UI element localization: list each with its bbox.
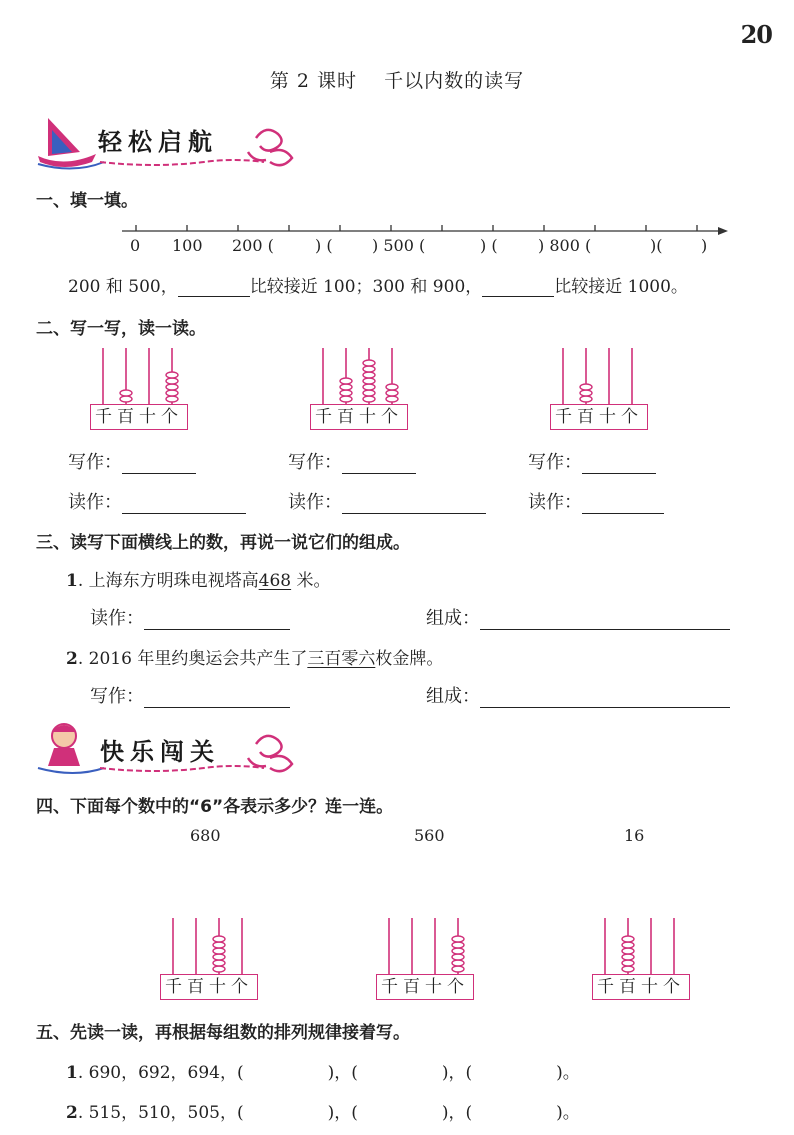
write-label: 写作： xyxy=(288,452,342,473)
tick-label: ) ( xyxy=(315,236,333,255)
abacus-diagram xyxy=(550,348,650,404)
write-row xyxy=(288,448,416,474)
answer-blank[interactable] xyxy=(342,455,416,474)
answer-blank[interactable] xyxy=(582,495,664,514)
bracket-text: )，( xyxy=(327,1103,358,1123)
bracket-text: )，( xyxy=(441,1103,473,1123)
abacus-place-labels: 千百十个 xyxy=(376,974,474,1000)
page-number: 20 xyxy=(740,20,772,49)
answer-blank[interactable] xyxy=(480,689,730,708)
read-row xyxy=(528,488,664,514)
question-3-1 xyxy=(66,566,331,591)
sequence-text: . 515，510，505，( xyxy=(77,1103,244,1123)
abacus-diagram xyxy=(90,348,190,404)
section-banner-2 xyxy=(34,718,304,778)
section-banner-1 xyxy=(34,112,304,172)
tick-label: )( xyxy=(650,236,663,255)
question-text: 枚金牌。 xyxy=(375,649,444,669)
section-2-heading: 二、写一写，读一读。 xyxy=(36,319,206,339)
write-label: 写作： xyxy=(68,452,122,473)
underlined-number: 三百零六 xyxy=(307,649,376,669)
answer-blank[interactable] xyxy=(480,611,730,630)
read-label: 读作： xyxy=(288,492,342,513)
composition-row xyxy=(426,604,730,630)
answer-blank[interactable] xyxy=(122,455,196,474)
tick-label: ) xyxy=(701,236,708,255)
section-1-heading: 一、填一填。 xyxy=(36,191,138,211)
write-row xyxy=(68,448,196,474)
question-3-2 xyxy=(66,644,443,669)
lesson-title: 第 2 课时 千以内数的读写 xyxy=(269,70,525,92)
abacus-diagram[interactable] xyxy=(160,918,260,974)
abacus-place-labels: 千百十个 xyxy=(160,974,258,1000)
sequence-text: . 690，692，694，( xyxy=(77,1063,244,1083)
sentence-part: 比较接近 100；300 和 900， xyxy=(249,277,483,297)
number-680[interactable]: 680 xyxy=(190,826,221,845)
question-text: 米。 xyxy=(291,571,331,591)
bracket-text: )。 xyxy=(556,1063,580,1083)
tick-label: 0 xyxy=(130,236,141,255)
question-number: 1 xyxy=(66,1063,78,1083)
number-line xyxy=(122,222,732,242)
question-text: . 上海东方明珠电视塔高 xyxy=(77,571,259,591)
question-text: . 2016 年里约奥运会共产生了 xyxy=(77,649,308,669)
answer-blank[interactable] xyxy=(122,495,246,514)
number-16[interactable]: 16 xyxy=(624,826,645,845)
question-number: 1 xyxy=(66,571,78,591)
read-label: 读作： xyxy=(90,608,144,629)
question-number: 2 xyxy=(66,649,78,669)
tick-label: 200 ( xyxy=(232,236,274,255)
bracket-text: )，( xyxy=(441,1063,473,1083)
answer-blank[interactable] xyxy=(144,689,290,708)
fill-sentence xyxy=(68,272,688,297)
answer-blank[interactable] xyxy=(342,495,486,514)
abacus-diagram[interactable] xyxy=(592,918,692,974)
section-4-heading: 四、下面每个数中的“6”各表示多少？连一连。 xyxy=(36,797,394,817)
sequence-question-1 xyxy=(66,1058,580,1083)
abacus-diagram[interactable] xyxy=(376,918,476,974)
read-label: 读作： xyxy=(528,492,582,513)
tick-label: ) 800 ( xyxy=(538,236,592,255)
abacus-diagram xyxy=(310,348,410,404)
read-row xyxy=(68,488,246,514)
sentence-part: 200 和 500， xyxy=(68,277,178,297)
underlined-number: 468 xyxy=(258,571,292,591)
abacus-place-labels: 千百十个 xyxy=(592,974,690,1000)
number-560[interactable]: 560 xyxy=(414,826,445,845)
section-5-heading: 五、先读一读，再根据每组数的排列规律接着写。 xyxy=(36,1023,410,1043)
write-row xyxy=(528,448,656,474)
answer-blank[interactable] xyxy=(582,455,656,474)
read-row xyxy=(90,604,290,630)
write-label: 写作： xyxy=(90,686,144,707)
composition-label: 组成： xyxy=(426,686,480,707)
write-label: 写作： xyxy=(528,452,582,473)
answer-blank[interactable] xyxy=(482,278,554,297)
read-row xyxy=(288,488,486,514)
banner-title: 轻松启航 xyxy=(98,128,218,156)
bracket-text: )。 xyxy=(556,1103,580,1123)
sentence-part: 比较接近 1000。 xyxy=(554,277,688,297)
banner-title: 快乐闯关 xyxy=(100,738,220,766)
read-label: 读作： xyxy=(68,492,122,513)
write-row xyxy=(90,682,290,708)
section-3-heading: 三、读写下面横线上的数，再说一说它们的组成。 xyxy=(36,533,410,553)
answer-blank[interactable] xyxy=(144,611,290,630)
sequence-question-2 xyxy=(66,1098,580,1123)
bracket-text: )，( xyxy=(327,1063,358,1083)
tick-label: ) ( xyxy=(480,236,498,255)
composition-row xyxy=(426,682,730,708)
tick-label: ) 500 ( xyxy=(372,236,426,255)
composition-label: 组成： xyxy=(426,608,480,629)
abacus-place-labels: 千百十个 xyxy=(90,404,188,430)
abacus-place-labels: 千百十个 xyxy=(310,404,408,430)
question-number: 2 xyxy=(66,1103,78,1123)
tick-label: 100 xyxy=(172,236,203,255)
answer-blank[interactable] xyxy=(178,278,250,297)
abacus-place-labels: 千百十个 xyxy=(550,404,648,430)
